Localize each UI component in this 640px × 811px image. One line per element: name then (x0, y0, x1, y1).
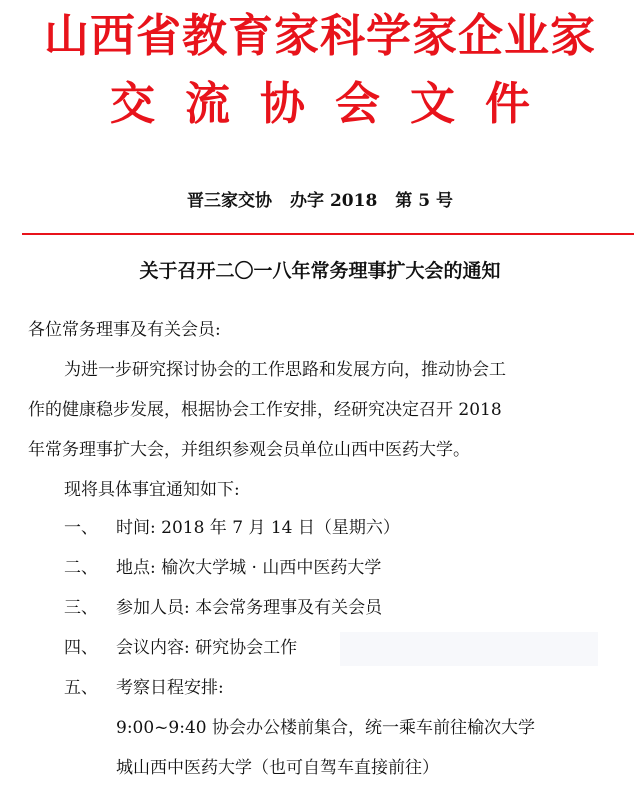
masthead-title-line2: 交流协会文件 (109, 77, 560, 130)
salutation: 各位常务理事及有关会员: (28, 320, 221, 340)
list-item-agenda (64, 636, 297, 660)
paragraph-line: 作的健康稳步发展，根据协会工作安排，经研究决定召开 2018 (28, 400, 502, 420)
list-item-number: 一、 (64, 518, 98, 538)
schedule-line: 9:00~9:40 协会办公楼前集合，统一乘车前往榆次大学 (116, 718, 535, 738)
list-item-text: 时间: 2018 年 7 月 14 日（星期六） (116, 518, 400, 538)
paragraph-line: 年常务理事扩大会，并组织参观会员单位山西中医药大学。 (28, 440, 470, 460)
masthead-title-line1: 山西省教育家科学家企业家 (43, 9, 596, 62)
red-divider-line (22, 233, 634, 235)
doc-number-seq: 第 5 号 (395, 191, 453, 211)
list-item-location (64, 556, 381, 580)
schedule-line: 城山西中医药大学（也可自驾车直接前往） (116, 758, 439, 778)
list-item-text: 会议内容: 研究协会工作 (116, 638, 298, 658)
list-item-text: 地点: 榆次大学城 · 山西中医药大学 (116, 558, 382, 578)
list-item-schedule (64, 676, 224, 700)
document-number (0, 186, 640, 211)
list-item-attendees (64, 596, 382, 620)
list-item-number: 五、 (64, 678, 98, 698)
list-item-text: 参加人员: 本会常务理事及有关会员 (116, 598, 383, 618)
redacted-region (340, 632, 598, 666)
doc-number-prefix: 晋三家交协 (187, 191, 273, 211)
list-item-text: 考察日程安排: (116, 678, 224, 698)
doc-number-office: 办字 2018 (290, 191, 378, 211)
intro-text: 现将具体事宜通知如下: (64, 480, 240, 500)
paragraph-line: 为进一步研究探讨协会的工作思路和发展方向，推动协会工 (64, 360, 506, 380)
list-item-number: 二、 (64, 558, 98, 578)
list-item-number: 四、 (64, 638, 98, 658)
list-item-time (64, 516, 400, 540)
notice-title: 关于召开二〇一八年常务理事扩大会的通知 (139, 260, 501, 282)
list-item-number: 三、 (64, 598, 98, 618)
